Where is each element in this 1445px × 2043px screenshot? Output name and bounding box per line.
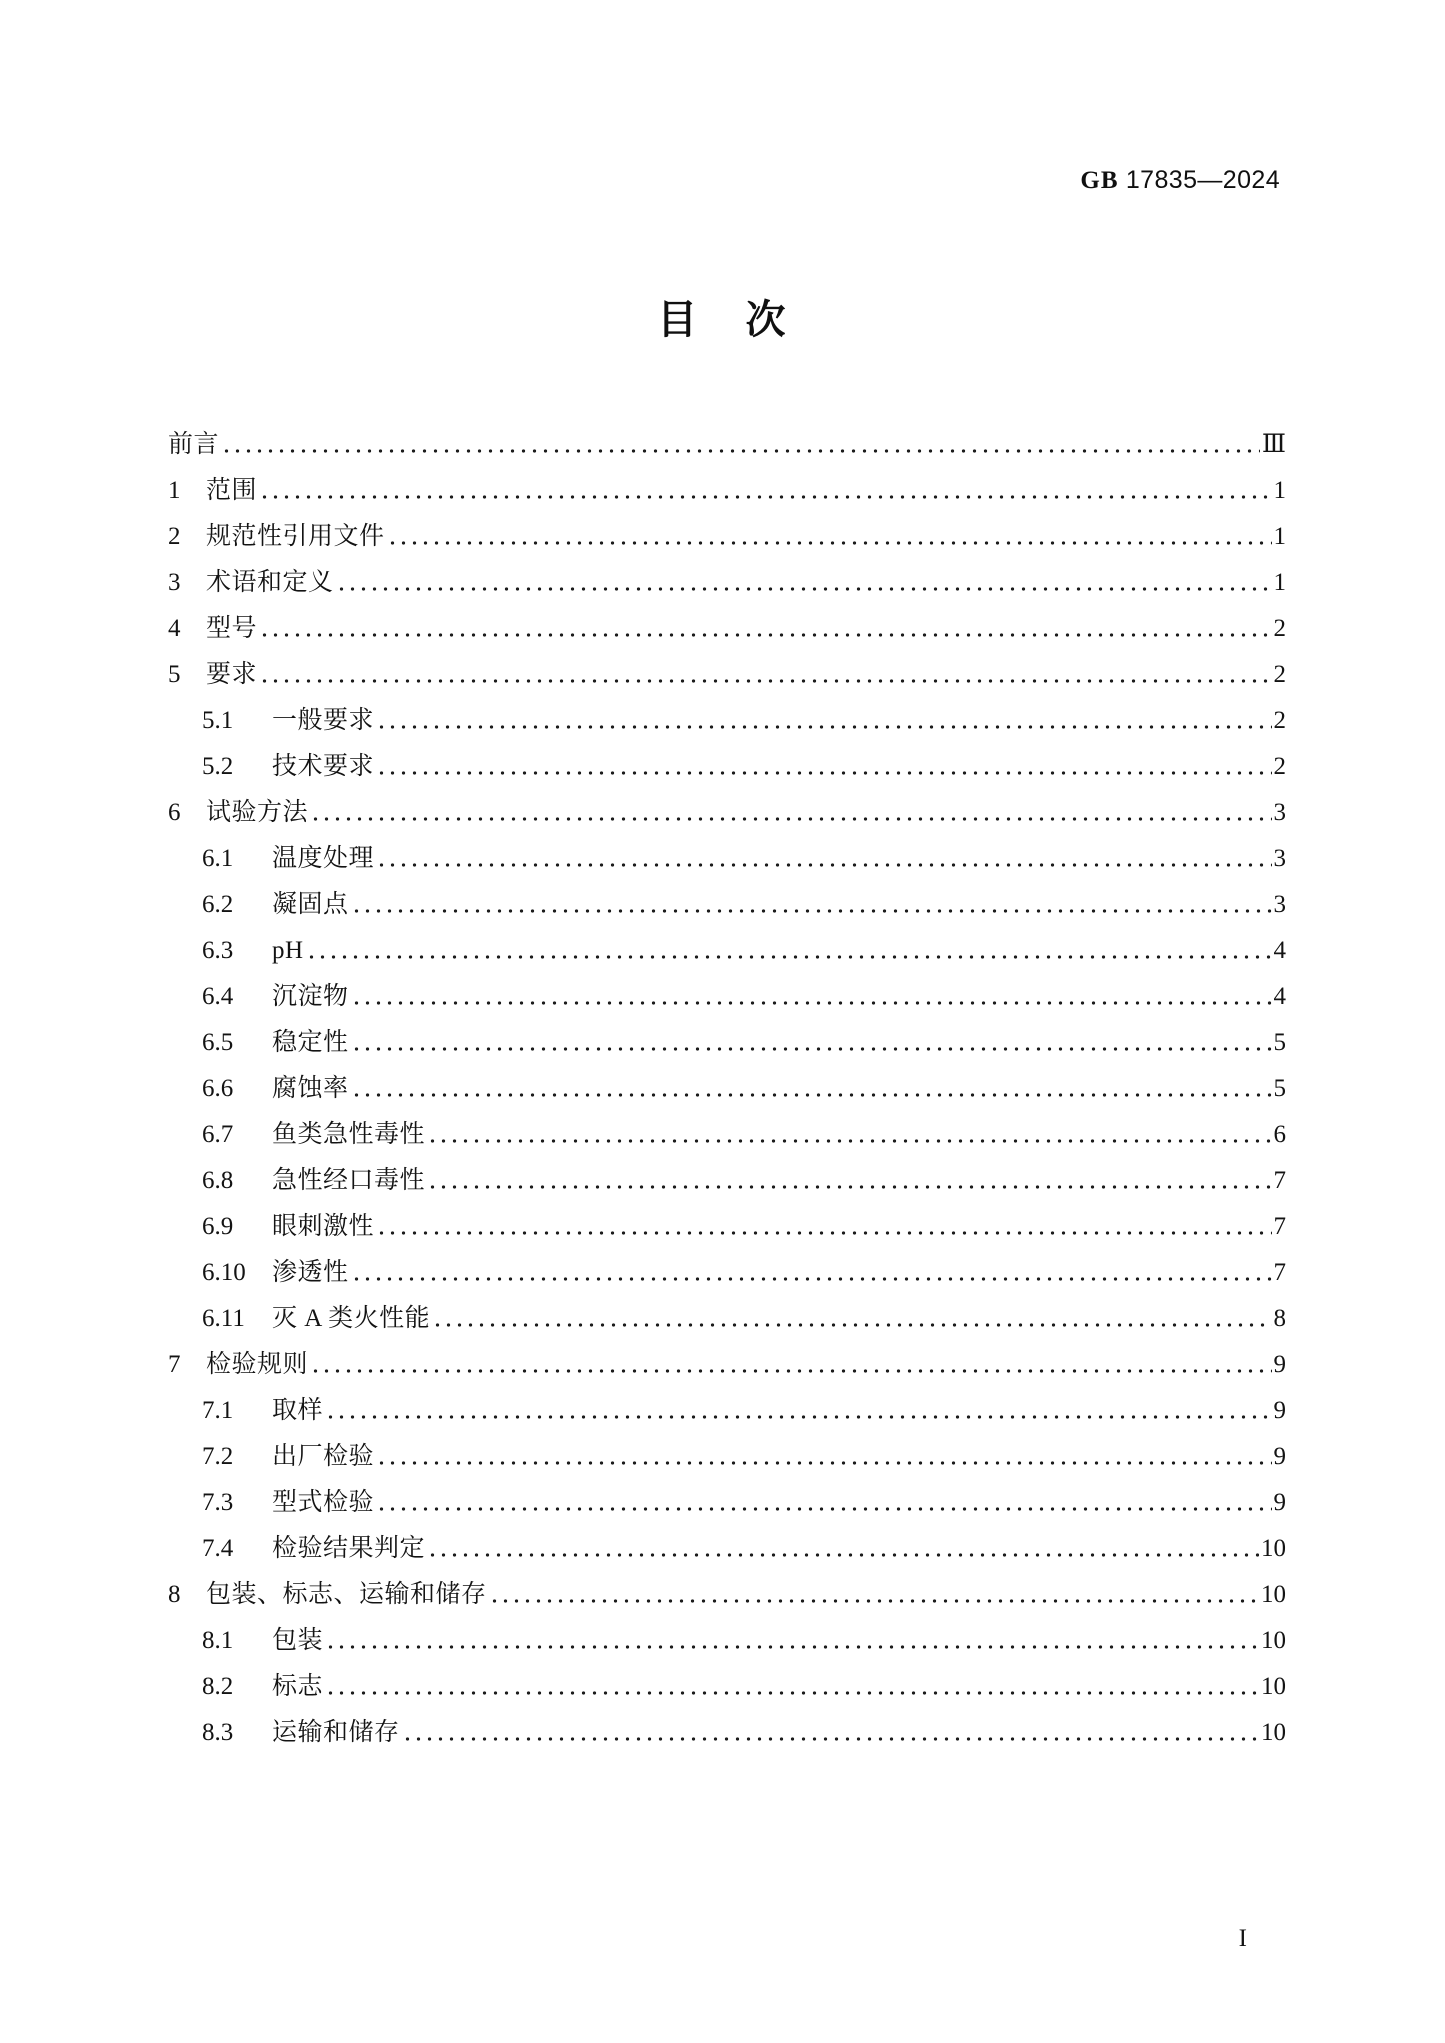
toc-entry[interactable] [168,1012,1286,1058]
toc-entry-label: 检验结果判定 [272,1535,426,1562]
toc-entry-number: 3 [168,569,181,596]
toc-dot-leader [376,756,1271,782]
toc-entry-page-number: 2 [1273,615,1286,642]
toc-dot-leader [325,1630,1259,1656]
toc-entry-label: 运输和储存 [272,1719,400,1746]
toc-dot-leader [351,986,1272,1012]
toc-entry-page-number: 7 [1273,1213,1286,1240]
toc-dot-leader [325,1400,1271,1426]
toc-entry-page-number: 8 [1273,1305,1286,1332]
toc-entry[interactable] [168,552,1286,598]
toc-entry-number: 6.10 [202,1259,246,1286]
toc-entry[interactable] [168,1656,1286,1702]
toc-dot-leader [259,618,1271,644]
toc-entry[interactable] [168,506,1286,552]
toc-entry[interactable] [168,1380,1286,1426]
page-title-char-1: 目 [657,297,700,342]
toc-entry-page-number: 7 [1273,1259,1286,1286]
toc-entry-number: 6.9 [202,1213,234,1240]
toc-dot-leader [427,1170,1271,1196]
toc-entry-page-number: 2 [1273,707,1286,734]
toc-entry-page-number: 3 [1273,845,1286,872]
toc-dot-leader [351,1262,1272,1288]
toc-dot-leader [402,1722,1259,1748]
toc-entry-number: 7.3 [202,1489,234,1516]
toc-entry-label: 沉淀物 [272,983,349,1010]
toc-entry[interactable] [168,1150,1286,1196]
toc-entry-label: 一般要求 [272,707,375,734]
toc-entry-number: 8 [168,1581,181,1608]
toc-entry[interactable] [168,1564,1286,1610]
toc-dot-leader [351,1032,1272,1058]
toc-dot-leader [325,1676,1259,1702]
toc-entry-label: 稳定性 [272,1029,349,1056]
table-of-contents [168,414,1286,1748]
toc-entry-label: 凝固点 [272,891,349,918]
toc-entry-page-number: 7 [1273,1167,1286,1194]
toc-dot-leader [432,1308,1271,1334]
toc-entry-number: 5.2 [202,753,234,780]
page-header [0,166,1445,200]
toc-entry-page-number: 5 [1273,1029,1286,1056]
toc-entry-page-number: 3 [1273,891,1286,918]
toc-entry-page-number: 1 [1273,477,1286,504]
toc-entry-number: 7.2 [202,1443,234,1470]
toc-entry-number: 2 [168,523,181,550]
toc-entry-number: 5 [168,661,181,688]
toc-entry-number: 6.7 [202,1121,234,1148]
toc-dot-leader [259,480,1271,506]
toc-entry-label: 术语和定义 [206,569,334,596]
toc-entry[interactable] [168,736,1286,782]
toc-entry[interactable] [168,966,1286,1012]
toc-dot-leader [351,894,1272,920]
toc-dot-leader [306,940,1272,966]
toc-entry-page-number: 10 [1261,1719,1286,1746]
standard-code-number: 17835—2024 [1125,166,1280,194]
toc-entry-page-number: 10 [1261,1535,1286,1562]
toc-dot-leader [376,848,1271,874]
toc-entry-page-number: 6 [1273,1121,1286,1148]
toc-entry[interactable] [168,920,1286,966]
toc-entry-number: 1 [168,477,181,504]
toc-entry-page-number: 10 [1261,1581,1286,1608]
toc-dot-leader [376,1446,1271,1472]
toc-entry[interactable] [168,874,1286,920]
toc-entry[interactable] [168,1334,1286,1380]
toc-entry-label: 检验规则 [206,1351,309,1378]
toc-entry[interactable] [168,1288,1286,1334]
toc-entry-number: 7 [168,1351,181,1378]
toc-entry-page-number: 5 [1273,1075,1286,1102]
toc-dot-leader [259,664,1271,690]
toc-entry[interactable] [168,1196,1286,1242]
toc-dot-leader [310,802,1271,828]
toc-dot-leader [376,710,1271,736]
toc-entry[interactable] [168,598,1286,644]
toc-dot-leader [310,1354,1271,1380]
toc-dot-leader [221,434,1260,460]
standard-code-prefix: GB [1080,167,1119,194]
toc-entry-number: 7.4 [202,1535,234,1562]
toc-dot-leader [427,1124,1271,1150]
standard-code [1080,166,1280,194]
toc-entry-page-number: Ⅲ [1261,431,1286,458]
toc-entry-page-number: 9 [1273,1397,1286,1424]
toc-entry-page-number: 2 [1273,753,1286,780]
toc-dot-leader [387,526,1272,552]
toc-entry-label: 温度处理 [272,845,375,872]
toc-entry-label: 型式检验 [272,1489,375,1516]
toc-entry-number: 6.8 [202,1167,234,1194]
toc-entry-label: 渗透性 [272,1259,349,1286]
toc-entry-page-number: 10 [1261,1627,1286,1654]
toc-entry-label: 规范性引用文件 [206,523,385,550]
toc-entry-label: 包装 [272,1627,324,1654]
toc-entry-page-number: 10 [1261,1673,1286,1700]
toc-entry-number: 6.5 [202,1029,234,1056]
toc-entry[interactable] [168,828,1286,874]
toc-entry-label: 鱼类急性毒性 [272,1121,426,1148]
toc-entry-number: 6.1 [202,845,234,872]
toc-entry-label: 腐蚀率 [272,1075,349,1102]
toc-entry-label: 急性经口毒性 [272,1167,426,1194]
toc-entry[interactable] [168,1518,1286,1564]
toc-dot-leader [489,1584,1259,1610]
toc-entry-label: 包装、标志、运输和储存 [206,1581,487,1608]
toc-entry-page-number: 9 [1273,1443,1286,1470]
toc-entry-number: 8.3 [202,1719,234,1746]
page-title [0,288,1445,345]
toc-dot-leader [336,572,1272,598]
toc-entry-page-number: 9 [1273,1351,1286,1378]
page-folio: I [1238,1925,1247,1952]
toc-dot-leader [376,1216,1271,1242]
toc-entry-number: 6 [168,799,181,826]
toc-entry-label: pH [272,937,304,964]
toc-entry[interactable] [168,644,1286,690]
toc-entry-page-number: 3 [1273,799,1286,826]
toc-entry-label: 出厂检验 [272,1443,375,1470]
toc-entry-number: 7.1 [202,1397,234,1424]
toc-dot-leader [351,1078,1272,1104]
toc-entry-number: 6.11 [202,1305,245,1332]
toc-entry-number: 8.2 [202,1673,234,1700]
toc-entry[interactable] [168,1702,1286,1748]
toc-entry-number: 6.3 [202,937,234,964]
toc-entry[interactable] [168,1610,1286,1656]
toc-entry-number: 5.1 [202,707,234,734]
toc-entry[interactable] [168,414,1286,460]
page-title-char-2: 次 [745,297,788,342]
toc-entry-label: 要求 [206,661,258,688]
toc-entry[interactable] [168,1426,1286,1472]
toc-entry-label: 眼刺激性 [272,1213,375,1240]
toc-entry-label: 标志 [272,1673,324,1700]
toc-entry-page-number: 2 [1273,661,1286,688]
toc-entry-page-number: 1 [1273,523,1286,550]
toc-dot-leader [427,1538,1259,1564]
toc-entry-label: 取样 [272,1397,324,1424]
toc-entry-label: 前言 [168,431,220,458]
toc-dot-leader [376,1492,1271,1518]
toc-entry-page-number: 4 [1273,937,1286,964]
toc-entry[interactable] [168,460,1286,506]
toc-entry[interactable] [168,1242,1286,1288]
toc-entry[interactable] [168,1058,1286,1104]
toc-entry[interactable] [168,1104,1286,1150]
toc-entry-label: 试验方法 [206,799,309,826]
toc-entry-label: 范围 [206,477,258,504]
toc-entry-number: 6.6 [202,1075,234,1102]
toc-entry[interactable] [168,690,1286,736]
toc-entry-page-number: 1 [1273,569,1286,596]
toc-entry-label: 型号 [206,615,258,642]
toc-entry-page-number: 4 [1273,983,1286,1010]
toc-entry[interactable] [168,782,1286,828]
toc-entry-number: 8.1 [202,1627,234,1654]
toc-entry-label: 灭 A 类火性能 [272,1305,431,1332]
toc-entry-number: 4 [168,615,181,642]
toc-entry[interactable] [168,1472,1286,1518]
page-footer [0,1925,1445,1957]
toc-entry-number: 6.4 [202,983,234,1010]
toc-entry-number: 6.2 [202,891,234,918]
toc-entry-label: 技术要求 [272,753,375,780]
toc-entry-page-number: 9 [1273,1489,1286,1516]
